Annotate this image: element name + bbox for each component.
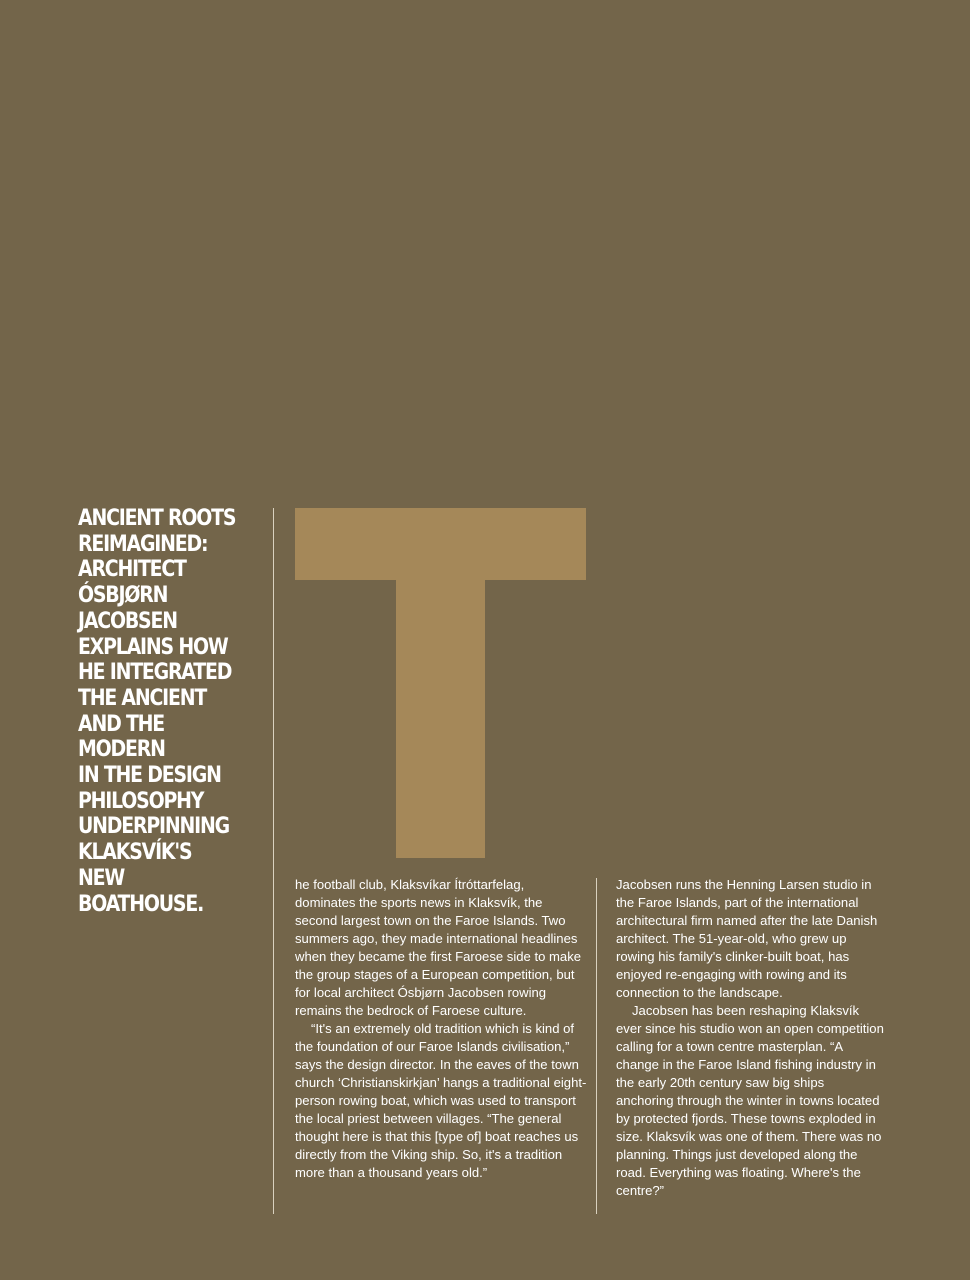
column-divider-middle	[596, 878, 597, 1214]
body-paragraph: “It's an extremely old tradition which is kind of the foundation of our Faroe Islands civilisation,” says the design director. In the eaves of the town church ‘Christianskirkjan’ hangs a traditional eight-person rowing boat, which was used to transport the local priest between villages. “The general thought here is that this [type of] boat reaches us directly from the Viking ship. So, it's a tradition more than a thousand years old.”	[295, 1021, 587, 1180]
standfirst-headline: ANCIENT ROOTS REIMAGINED: ARCHITECT ÓSBJØRN JACOBSEN EXPLAINS HOW HE INTEGRATED THE ANCIENT AND THE MODERN IN THE DESIGN PHILOSOPHY UNDERPINNING KLAKSVÍK'S NEW BOATHOUSE.	[78, 506, 236, 917]
body-paragraph: he football club, Klaksvíkar Ítróttarfelag, dominates the sports news in Klaksvík, the second largest town on the Faroe Islands. Two summers ago, they made international headlines when they became the first Faroese side to make the group stages of a European competition, but for local architect Ósbjørn Jacobsen rowing remains the bedrock of Faroese culture.	[295, 877, 582, 1018]
body-column-2	[616, 876, 884, 1200]
drop-cap-crossbar	[295, 508, 586, 580]
drop-cap-t	[295, 508, 586, 858]
drop-cap-stem	[396, 580, 485, 858]
body-column-1	[295, 876, 587, 1182]
body-paragraph: Jacobsen runs the Henning Larsen studio in the Faroe Islands, part of the international architectural firm named after the late Danish architect. The 51-year-old, who grew up rowing his family's clinker-built boat, has enjoyed re-engaging with rowing and its connection to the landscape.	[616, 877, 878, 1000]
body-paragraph: Jacobsen has been reshaping Klaksvík ever since his studio won an open competition calling for a town centre masterplan. “A change in the Faroe Island fishing industry in the early 20th century saw big ships anchoring through the winter in towns located by protected fjords. These towns exploded in size. Klaksvík was one of them. There was no planning. Things just developed along the road. Everything was floating. Where's the centre?”	[616, 1003, 884, 1198]
column-divider-left	[273, 508, 274, 1214]
